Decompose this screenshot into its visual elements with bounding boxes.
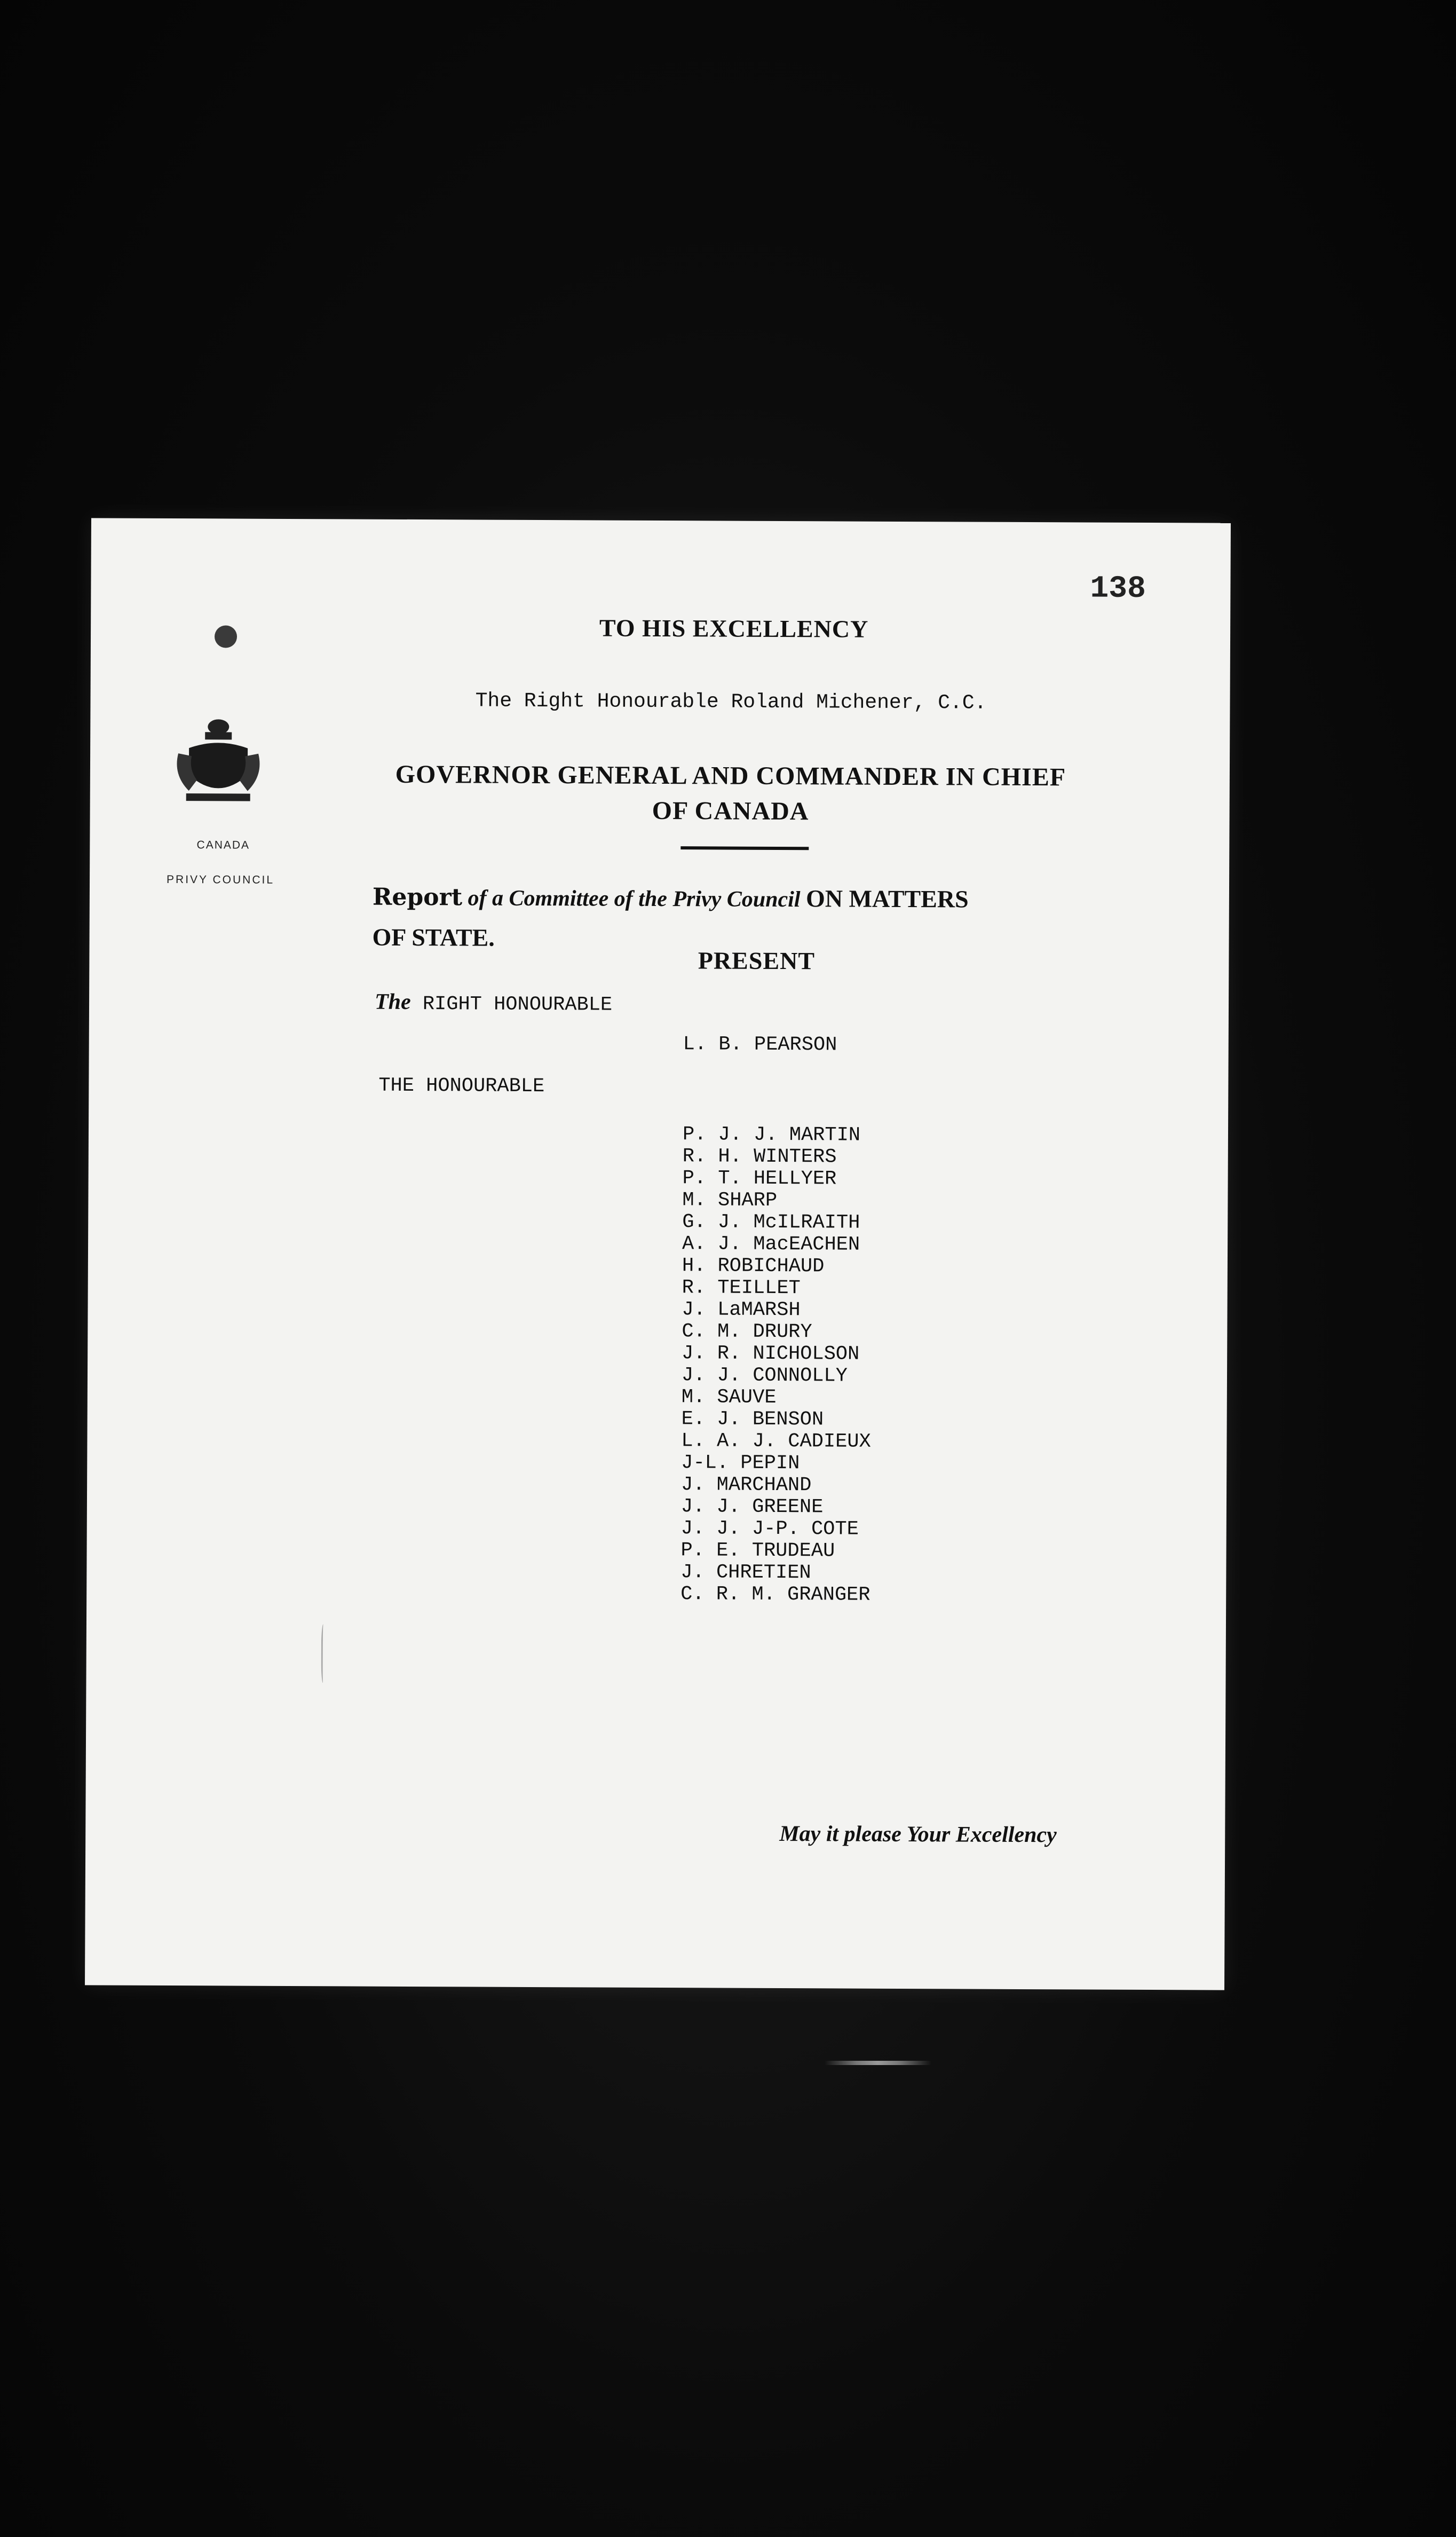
title-line-1: GOVERNOR GENERAL AND COMMANDER IN CHIEF xyxy=(395,760,1066,792)
closing-salutation: May it please Your Excellency xyxy=(779,1822,1057,1848)
minister-name: H. ROBICHAUD xyxy=(682,1255,825,1278)
minister-name: G. J. McILRAITH xyxy=(682,1211,860,1234)
minister-name: C. R. M. GRANGER xyxy=(680,1583,871,1606)
heading-rule xyxy=(680,846,809,850)
governor-name: The Right Honourable Roland Michener, C.C. xyxy=(475,689,987,715)
report-word: Report xyxy=(372,883,463,911)
minister-name: R. TEILLET xyxy=(682,1277,801,1300)
minister-name: R. H. WINTERS xyxy=(682,1145,837,1169)
minister-name: J. J. J-P. COTE xyxy=(680,1517,859,1541)
honourable-label: THE HONOURABLE xyxy=(378,1074,545,1098)
right-honourable-label xyxy=(375,989,612,1017)
to-his-excellency: TO HIS EXCELLENCY xyxy=(599,614,869,643)
canadian-coat-of-arms-icon xyxy=(168,716,270,807)
minister-name: J-L. PEPIN xyxy=(681,1452,800,1475)
minister-name: C. M. DRURY xyxy=(682,1320,812,1344)
minister-name: E. J. BENSON xyxy=(681,1408,824,1431)
governor-general-title xyxy=(346,757,1115,830)
prime-minister-name: L. B. PEARSON xyxy=(683,1033,837,1057)
minister-name: J. R. NICHOLSON xyxy=(682,1342,860,1366)
page-number: 138 xyxy=(1090,571,1146,606)
minister-list xyxy=(680,1124,872,1606)
film-scratch xyxy=(825,2061,931,2065)
minister-name: P. J. J. MARTIN xyxy=(682,1123,861,1147)
minister-name: M. SAUVE xyxy=(681,1386,777,1409)
committee-text: of a Committee of the Privy Council xyxy=(462,886,806,912)
present-label: PRESENT xyxy=(698,947,816,975)
right-honourable-text: RIGHT HONOURABLE xyxy=(410,992,613,1017)
minister-name: J. MARCHAND xyxy=(681,1474,812,1497)
minister-name: J. J. CONNOLLY xyxy=(681,1364,848,1388)
minister-name: J. J. GREENE xyxy=(680,1495,824,1519)
punch-hole xyxy=(215,625,237,648)
minister-name: M. SHARP xyxy=(682,1189,778,1212)
title-line-2: OF CANADA xyxy=(652,796,809,826)
minister-name: J. LaMARSH xyxy=(682,1298,801,1322)
matters-line-1: ON MATTERS xyxy=(805,885,969,913)
minister-name: P. E. TRUDEAU xyxy=(680,1539,835,1563)
minister-name: P. T. HELLYER xyxy=(682,1167,837,1191)
minister-name: A. J. MacEACHEN xyxy=(682,1233,860,1256)
minister-name: J. CHRETIEN xyxy=(680,1561,811,1585)
seal-label-privy-council: PRIVY COUNCIL xyxy=(167,873,275,886)
the-word: The xyxy=(374,989,411,1014)
seal-label-canada: CANADA xyxy=(196,839,250,852)
margin-mark xyxy=(321,1624,326,1683)
minister-name: L. A. J. CADIEUX xyxy=(681,1430,871,1453)
matters-line-2: OF STATE. xyxy=(372,923,495,951)
document-page xyxy=(85,518,1231,1990)
